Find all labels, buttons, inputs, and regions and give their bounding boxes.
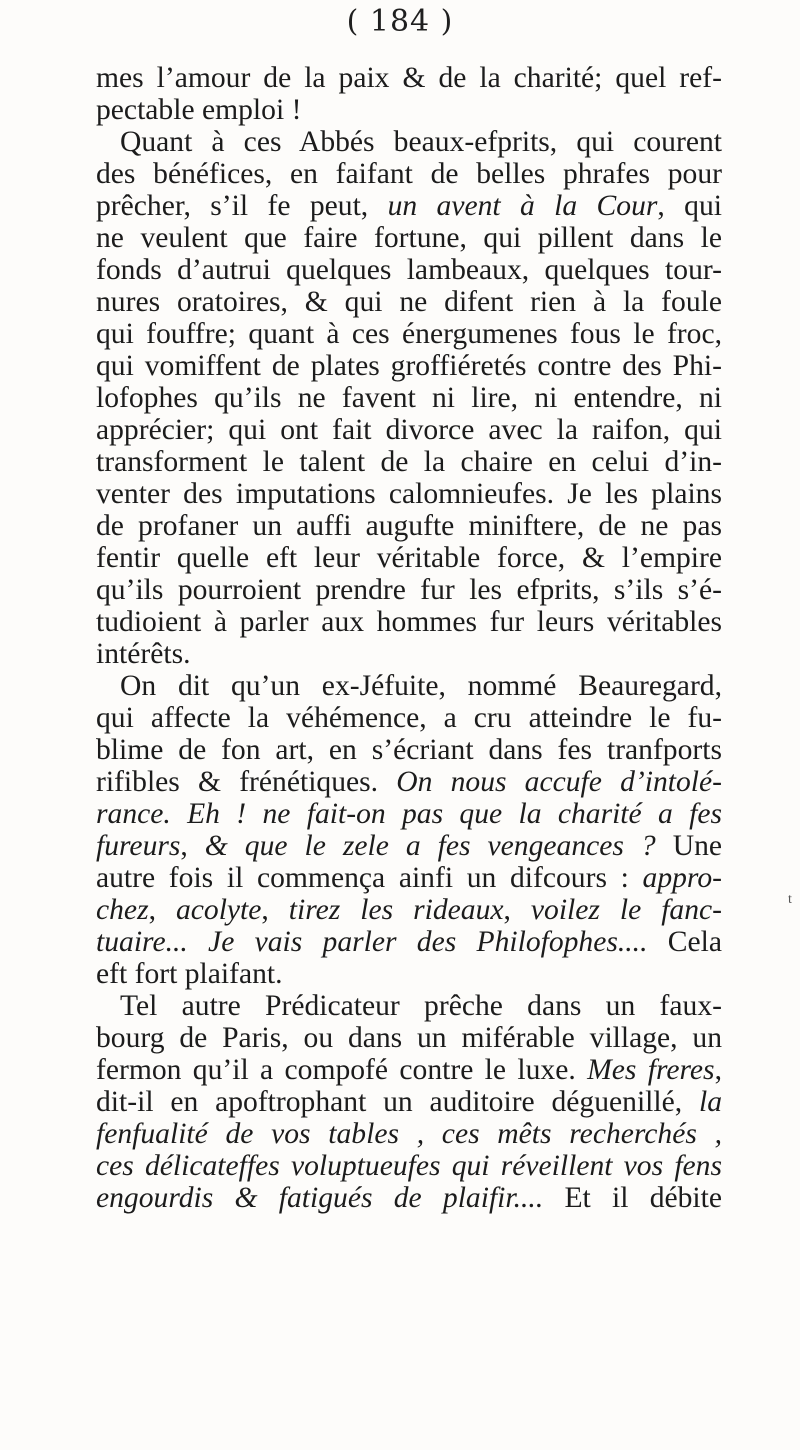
text-line — [96, 254, 722, 286]
text-segment: , — [148, 894, 176, 926]
text-line — [96, 734, 722, 766]
text-line — [96, 574, 722, 606]
text-segment: Cela — [647, 926, 722, 958]
text-line — [96, 286, 722, 318]
body-text — [96, 62, 722, 1214]
text-line — [96, 1022, 722, 1054]
italic-segment: ces délicateffes voluptueufes qui réveillent vos fens — [96, 1150, 722, 1182]
text-segment: qui vomiffent de plates groffiéretés contre des Phi- — [96, 350, 722, 382]
text-line — [96, 414, 722, 446]
text-line — [96, 542, 722, 574]
page-number: ( 184 ) — [346, 4, 454, 39]
text-line — [96, 94, 722, 126]
text-segment: des bénéfices, en faifant de belles phrafes pour — [96, 158, 722, 190]
text-segment: tudioient à parler aux hommes fur leurs véritables — [96, 606, 722, 638]
text-line — [96, 830, 722, 862]
text-segment: qui affecte la véhémence, a cru atteindre le fu- — [96, 702, 722, 734]
italic-segment: appro- — [642, 862, 722, 894]
text-line — [96, 638, 722, 670]
margin-mark: t — [788, 892, 792, 907]
text-line — [96, 1054, 722, 1086]
text-line — [96, 1118, 722, 1150]
text-line — [96, 190, 722, 222]
text-line — [96, 606, 722, 638]
italic-segment: fenfualité de vos tables , ces mêts recherchés , — [96, 1118, 722, 1150]
text-segment: prêcher, s’il fe peut, — [96, 190, 388, 222]
text-line — [96, 926, 722, 958]
italic-segment: la — [698, 1086, 722, 1118]
italic-segment: un avent à la Cour — [387, 190, 658, 222]
text-line — [96, 62, 722, 94]
text-line — [96, 990, 722, 1022]
italic-segment: tirez les rideaux — [288, 894, 504, 926]
text-segment: , — [714, 1054, 722, 1086]
text-segment: nures oratoires, & qui ne difent rien à la foule — [96, 286, 722, 318]
italic-segment: On nous accufe d’intolé- — [396, 766, 722, 798]
text-line — [96, 798, 722, 830]
text-segment: de profaner un auffi augufte miniftere, de ne pas — [96, 510, 722, 542]
text-segment: venter des imputations calomnieufes. Je les plains — [96, 478, 722, 510]
text-line — [96, 1182, 722, 1214]
italic-segment: engourdis & fatigués de plaifir.... — [96, 1182, 544, 1214]
text-line — [96, 1086, 722, 1118]
text-segment: mes l’amour de la paix & de la charité; quel ref- — [96, 62, 722, 94]
text-line — [96, 158, 722, 190]
text-segment: , — [180, 830, 205, 862]
text-segment: On dit qu’un ex-Jéfuite, nommé Beauregard, — [120, 670, 722, 702]
text-line — [96, 382, 722, 414]
text-segment: fonds d’autrui quelques lambeaux, quelques tour- — [96, 254, 722, 286]
text-segment: autre fois il commença ainfi un difcours : — [96, 862, 643, 894]
text-line — [96, 446, 722, 478]
text-segment: rifibles & frénétiques. — [96, 766, 397, 798]
text-line — [96, 702, 722, 734]
text-segment: qu’ils pourroient prendre fur les efprits, s’ils s’é- — [96, 574, 722, 606]
italic-segment: rance. Eh ! ne fait-on pas que la charité a fes — [96, 798, 722, 830]
text-segment: intérêts. — [96, 638, 191, 670]
text-segment: pectable emploi ! — [96, 94, 302, 126]
text-line — [96, 894, 722, 926]
text-segment: fermon qu’il a compofé contre le luxe. — [96, 1054, 588, 1086]
text-segment: , qui — [657, 190, 722, 222]
text-segment: transforment le talent de la chaire en celui d’in- — [96, 446, 722, 478]
italic-segment: voilez le fanc- — [530, 894, 722, 926]
text-line — [96, 862, 722, 894]
text-line — [96, 478, 722, 510]
italic-segment: tuaire... Je vais parler des Philofophes.... — [96, 926, 648, 958]
text-segment: apprécier; qui ont fait divorce avec la raifon, qui — [96, 414, 722, 446]
text-segment: lofophes qu’ils ne favent ni lire, ni entendre, ni — [96, 382, 722, 414]
text-line — [96, 222, 722, 254]
text-segment: Quant à ces Abbés beaux-efprits, qui courent — [120, 126, 722, 158]
italic-segment: & que le zele a fes vengeances ? — [204, 830, 656, 862]
text-line — [96, 958, 722, 990]
text-line — [96, 766, 722, 798]
italic-segment: Mes freres — [587, 1054, 715, 1086]
text-line — [96, 126, 722, 158]
text-segment: blime de fon art, en s’écriant dans fes tranfports — [96, 734, 722, 766]
text-segment: eft fort plaifant. — [96, 958, 283, 990]
text-segment: qui fouffre; quant à ces énergumenes fous le froc, — [96, 318, 722, 350]
text-line — [96, 1150, 722, 1182]
text-segment: Tel autre Prédicateur prêche dans un faux- — [120, 990, 722, 1022]
text-line — [96, 670, 722, 702]
italic-segment: chez — [96, 894, 149, 926]
text-segment: dit-il en apoftrophant un auditoire déguenillé, — [96, 1086, 699, 1118]
text-segment: Une — [655, 830, 722, 862]
text-segment: bourg de Paris, ou dans un miférable village, un — [96, 1022, 722, 1054]
text-line — [96, 318, 722, 350]
text-segment: Et il débite — [543, 1182, 722, 1214]
text-line — [96, 510, 722, 542]
text-segment: ne veulent que faire fortune, qui pillent dans le — [96, 222, 722, 254]
italic-segment: fureurs — [96, 830, 181, 862]
text-line — [96, 350, 722, 382]
text-segment: , — [503, 894, 531, 926]
text-segment: , — [261, 894, 289, 926]
text-segment: fentir quelle eft leur véritable force, & l’empire — [96, 542, 722, 574]
italic-segment: acolyte — [175, 894, 262, 926]
